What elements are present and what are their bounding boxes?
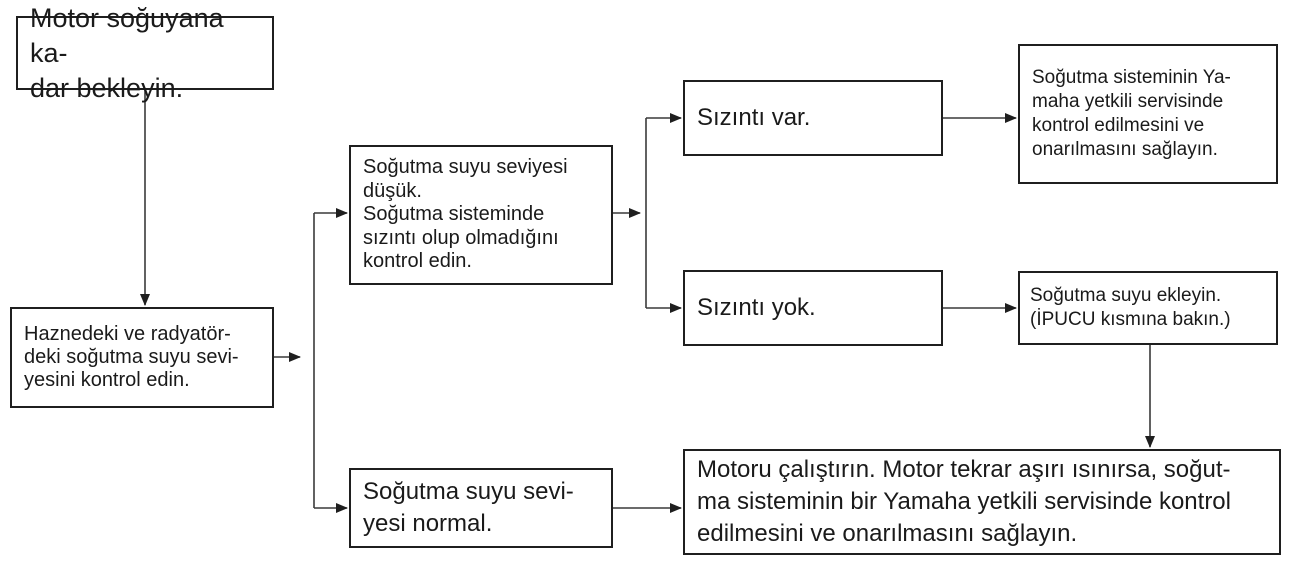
box-run-engine (683, 449, 1281, 555)
box-wait-cool (16, 2, 274, 103)
box-check-level-text: Haznedeki ve radyatör- deki soğutma suyu sevi- yesini kontrol edin. (24, 323, 239, 391)
box-leak-yes (683, 80, 943, 156)
box-service (1018, 44, 1278, 184)
box-level-low (349, 145, 613, 285)
box-check-level (10, 307, 274, 408)
box-leak-yes-text: Sızıntı var. (697, 104, 811, 131)
box-add-coolant (1018, 271, 1278, 345)
box-level-normal (349, 468, 613, 548)
box-run-engine-text: Motoru çalıştırın. Motor tekrar aşırı ısınırsa, soğut- ma sisteminin bir Yamaha yetkili servisinde kontrol edilmesini ve onarılmasını sağlayın. (697, 456, 1231, 547)
box-add-coolant-text: Soğutma suyu ekleyin. (İPUCU kısmına bakın.) (1030, 285, 1231, 330)
box-level-low-text: Soğutma suyu seviyesi düşük. Soğutma sisteminde sızıntı olup olmadığını kontrol edin. (363, 156, 568, 273)
box-leak-no-text: Sızıntı yok. (697, 294, 816, 321)
box-level-normal-text: Soğutma suyu sevi- yesi normal. (363, 478, 574, 537)
box-wait-cool-text: Motor soğuyana ka- dar bekleyin. (30, 2, 224, 103)
box-service-text: Soğutma sisteminin Ya- maha yetkili servisinde kontrol edilmesini ve onarılmasını sağlayın. (1032, 67, 1231, 160)
box-leak-no (683, 270, 943, 346)
